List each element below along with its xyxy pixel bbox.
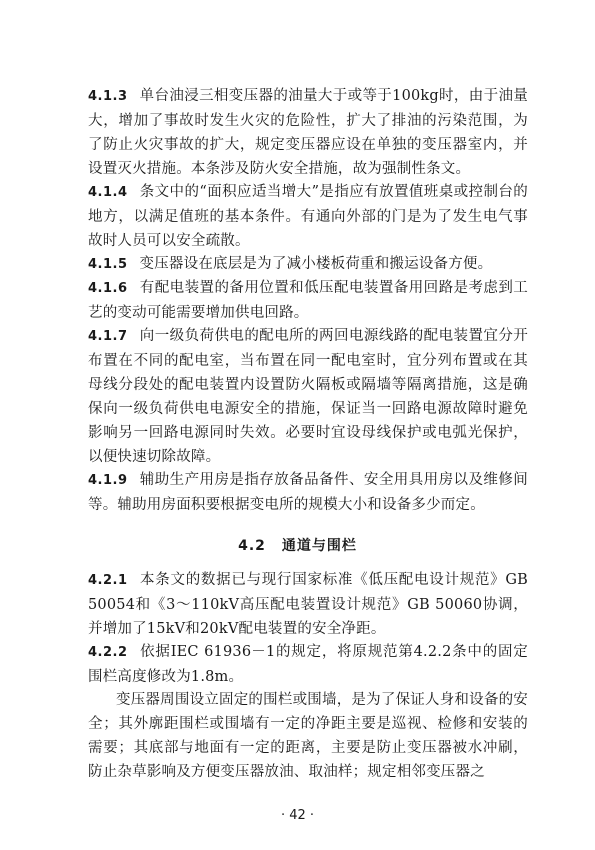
clause-number: 4.1.7 (88, 329, 128, 344)
clause-4-1-3 (88, 84, 528, 181)
clause-text: 条文中的“面积应适当增大”是指应有放置值班桌或控制台的地方，以满足值班的基本条件。有通向外部的门是为了发生电气事故时人员可以安全疏散。 (88, 184, 528, 249)
clause-number: 4.1.3 (88, 89, 128, 104)
clause-number: 4.1.4 (88, 185, 128, 200)
clause-text: 向一级负荷供电的配电所的两回电源线路的配电装置宜分开布置在不同的配电室，当布置在同一配电室时，宜分列布置或在其母线分段处的配电装置内设置防火隔板或隔墙等隔离措施，这是确保向一级负荷供电电源安全的措施，保证当一回路电源故障时避免影响另一回路电源同时失效。必要时宜设母线保护或电弧光保护，以便快速切除故障。 (88, 328, 528, 465)
clause-4-1-4 (88, 180, 528, 253)
section-number: 4.2 (238, 538, 266, 554)
clause-4-2-2 (88, 640, 528, 689)
clause-4-1-5 (88, 252, 528, 277)
section-heading (0, 535, 595, 555)
clause-4-2-1 (88, 568, 528, 641)
clause-4-1-6 (88, 276, 528, 325)
clause-text: 单台油浸三相变压器的油量大于或等于100kg时，由于油量大，增加了事故时发生火灾的危险性，扩大了排油的污染范围，为了防止火灾事故的扩大，规定变压器应设在单独的变压器室内，并设置灭火措施。本条涉及防火安全措施，故为强制性条文。 (88, 88, 528, 177)
clause-4-1-9 (88, 468, 528, 517)
clause-text: 辅助生产用房是指存放备品备件、安全用具用房以及维修间等。辅助用房面积要根据变电所的规模大小和设备多少而定。 (88, 472, 528, 513)
clause-text: 变压器设在底层是为了减小楼板荷重和搬运设备方便。 (139, 256, 493, 272)
page-number: · 42 · (280, 808, 315, 823)
clause-text: 本条文的数据已与现行国家标准《低压配电设计规范》GB 50054和《3～110kV高压配电装置设计规范》GB 50060协调，并增加了15kV和20kV配电装置的安全净距。 (88, 572, 528, 637)
clause-text: 依据IEC 61936－1的规定，将原规范第4.2.2条中的固定围栏高度修改为1.8m。 (88, 644, 528, 685)
clause-number: 4.2.2 (88, 645, 128, 660)
paragraph-text: 变压器周围设立固定的围栏或围墙，是为了保证人身和设备的安全；其外廓距围栏或围墙有一定的净距主要是巡视、检修和安装的需要；其底部与地面有一定的距离，主要是防止变压器被水冲刷，防止杂草影响及方便变压器放油、取油样；规定相邻变压器之 (88, 692, 528, 780)
clause-number: 4.1.6 (88, 281, 128, 296)
continuation-paragraph (88, 688, 528, 784)
clause-number: 4.2.1 (88, 573, 128, 588)
clause-number: 4.1.5 (88, 257, 128, 272)
clause-number: 4.1.9 (88, 473, 128, 488)
section-title: 通道与围栏 (281, 538, 357, 554)
clause-4-1-7 (88, 324, 528, 469)
clause-text: 有配电装置的备用位置和低压配电装置备用回路是考虑到工艺的变动可能需要增加供电回路。 (88, 280, 528, 321)
